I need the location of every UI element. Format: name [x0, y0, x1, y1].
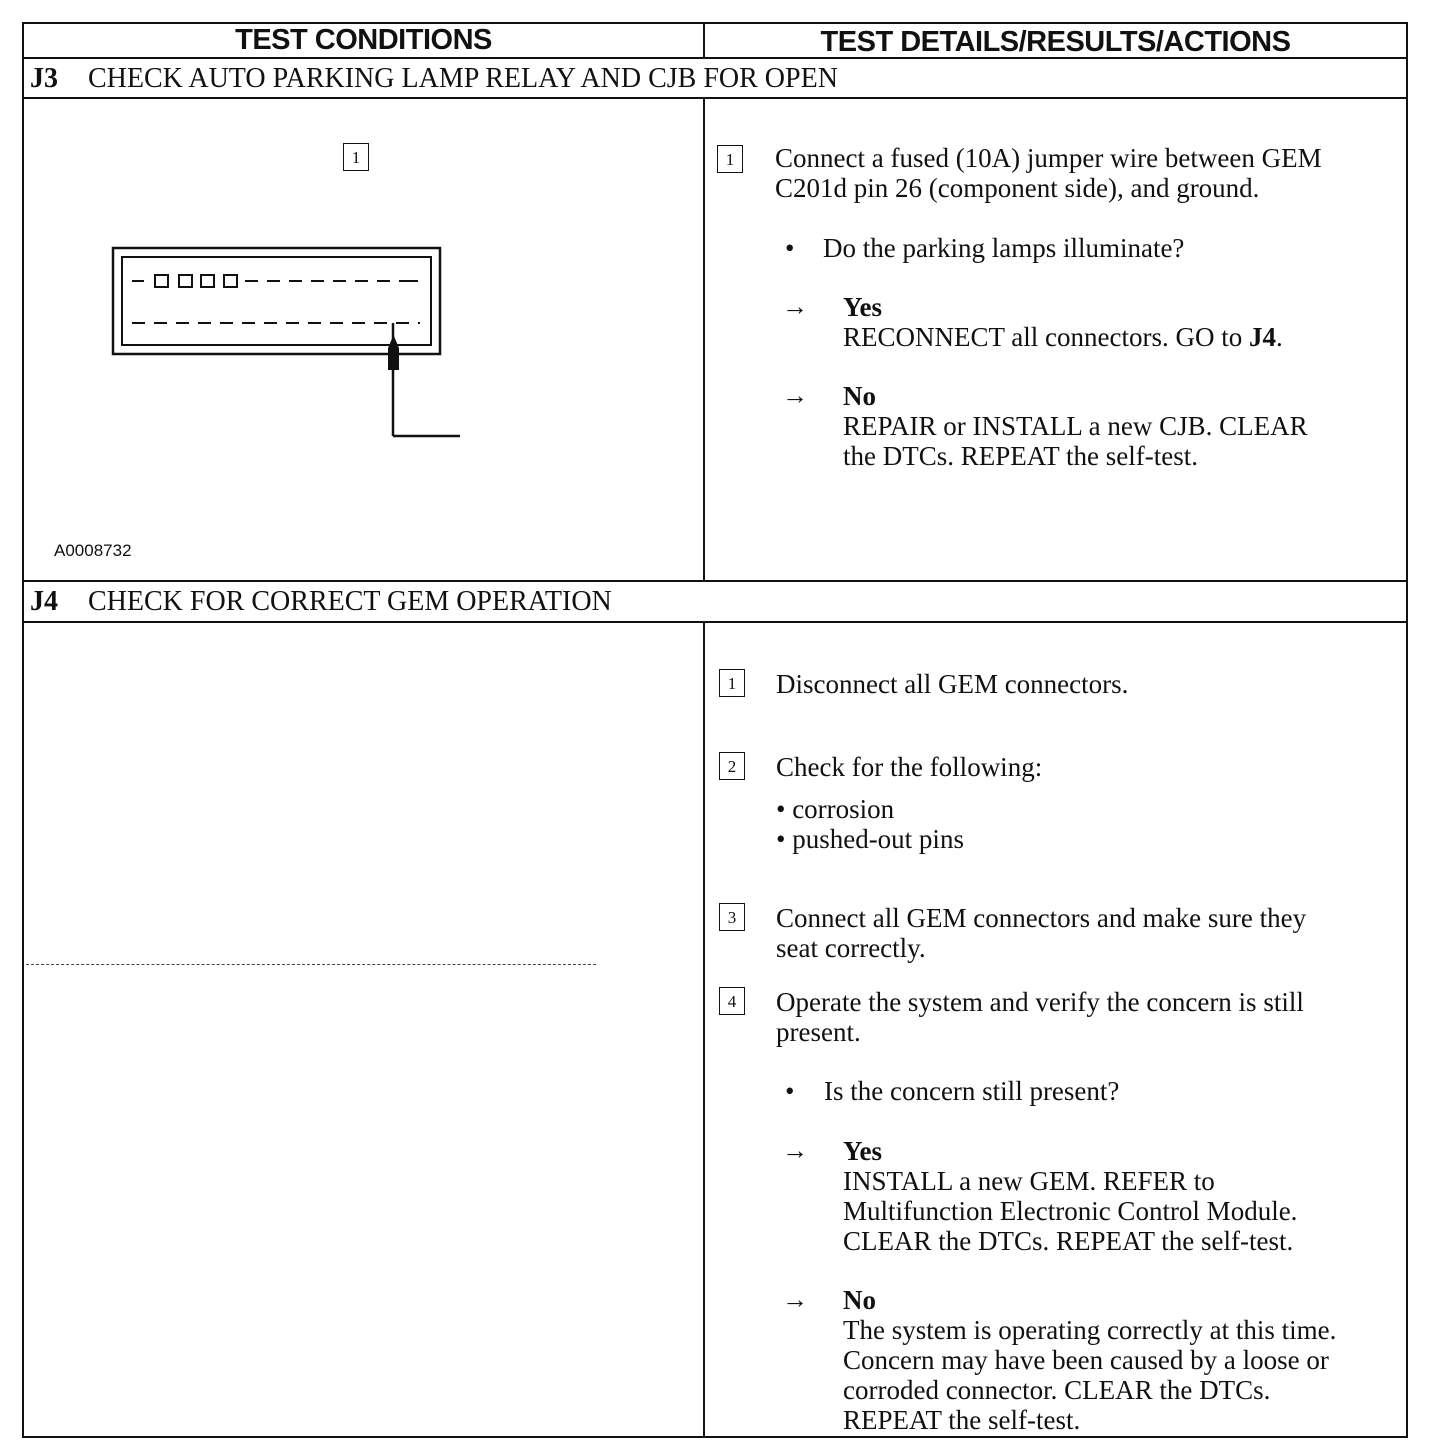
connector-wiring-diagram [100, 240, 460, 560]
step-text-j4-2: Check for the following: • corrosion • pushed-out pins [776, 752, 1043, 854]
outcome-j3-yes: Yes RECONNECT all connectors. GO to J4. [843, 292, 1283, 352]
figure-id-label: A0008732 [54, 541, 132, 560]
j4-title-top-divider [22, 580, 1408, 582]
bullet-j3-question: • [785, 233, 795, 263]
outcome-j4-no: No The system is operating correctly at this time. Concern may have been caused by a loose or corroded connector. CLEAR the DTCs. REPEAT the self-test. [843, 1285, 1337, 1435]
table-border-right [1406, 22, 1408, 1438]
outcome-j3-no: No REPAIR or INSTALL a new CJB. CLEAR the DTCs. REPEAT the self-test. [843, 381, 1308, 471]
section-title-text: CHECK AUTO PARKING LAMP RELAY AND CJB FOR OPEN [88, 63, 838, 94]
column-divider-j4 [703, 621, 705, 1437]
table-border-left [22, 22, 24, 1438]
arrow-icon: → [782, 381, 808, 410]
step-box-j4-3: 3 [719, 903, 745, 931]
outcome-answer: Yes [843, 292, 882, 322]
arrow-icon: → [782, 292, 808, 321]
step-box-j4-4: 4 [719, 987, 745, 1015]
column-divider-j3 [703, 97, 705, 581]
j3-title-divider [22, 97, 1408, 99]
outcome-answer: No [843, 1285, 876, 1315]
section-title-j4 [30, 584, 612, 620]
connector-pins-row-1 [132, 275, 418, 287]
step-box-j4-2: 2 [719, 752, 745, 780]
step-text-j4-3: Connect all GEM connectors and make sure they seat correctly. [776, 903, 1307, 963]
question-j3: Do the parking lamps illuminate? [823, 233, 1185, 263]
figure-step-box: 1 [343, 143, 369, 171]
j4-title-bottom-divider [22, 621, 1408, 623]
question-j4: Is the concern still present? [824, 1076, 1120, 1106]
step-text-j4-4: Operate the system and verify the concern is still present. [776, 987, 1304, 1047]
col-header-test-details: TEST DETAILS/RESULTS/ACTIONS [820, 26, 1291, 58]
scan-artifact-dashes [26, 964, 596, 965]
step-text-j4-1: Disconnect all GEM connectors. [776, 669, 1129, 699]
step-box-j4-1: 1 [719, 669, 745, 697]
list-item: corrosion [792, 794, 895, 824]
arrow-icon: → [782, 1285, 808, 1314]
col-header-test-conditions: TEST CONDITIONS [235, 24, 492, 56]
step-text-j3-1: Connect a fused (10A) jumper wire between GEM C201d pin 26 (component side), and ground. [775, 143, 1322, 203]
section-id: J3 [30, 63, 58, 94]
bullet-j4-question: • [785, 1076, 795, 1106]
outcome-answer: Yes [843, 1136, 882, 1166]
outcome-j4-yes: Yes INSTALL a new GEM. REFER to Multifunction Electronic Control Module. CLEAR the DTCs. REPEAT the self-test. [843, 1136, 1298, 1256]
section-id: J4 [30, 586, 58, 617]
section-title-text: CHECK FOR CORRECT GEM OPERATION [88, 586, 612, 617]
table-border-bottom [22, 1436, 1408, 1438]
section-title-j3 [30, 61, 838, 97]
connector-body [113, 248, 440, 354]
probe-tips [388, 335, 460, 523]
outcome-answer: No [843, 381, 876, 411]
list-item: pushed-out pins [792, 824, 964, 854]
step-box-j3-1: 1 [717, 145, 743, 173]
arrow-icon: → [782, 1136, 808, 1165]
